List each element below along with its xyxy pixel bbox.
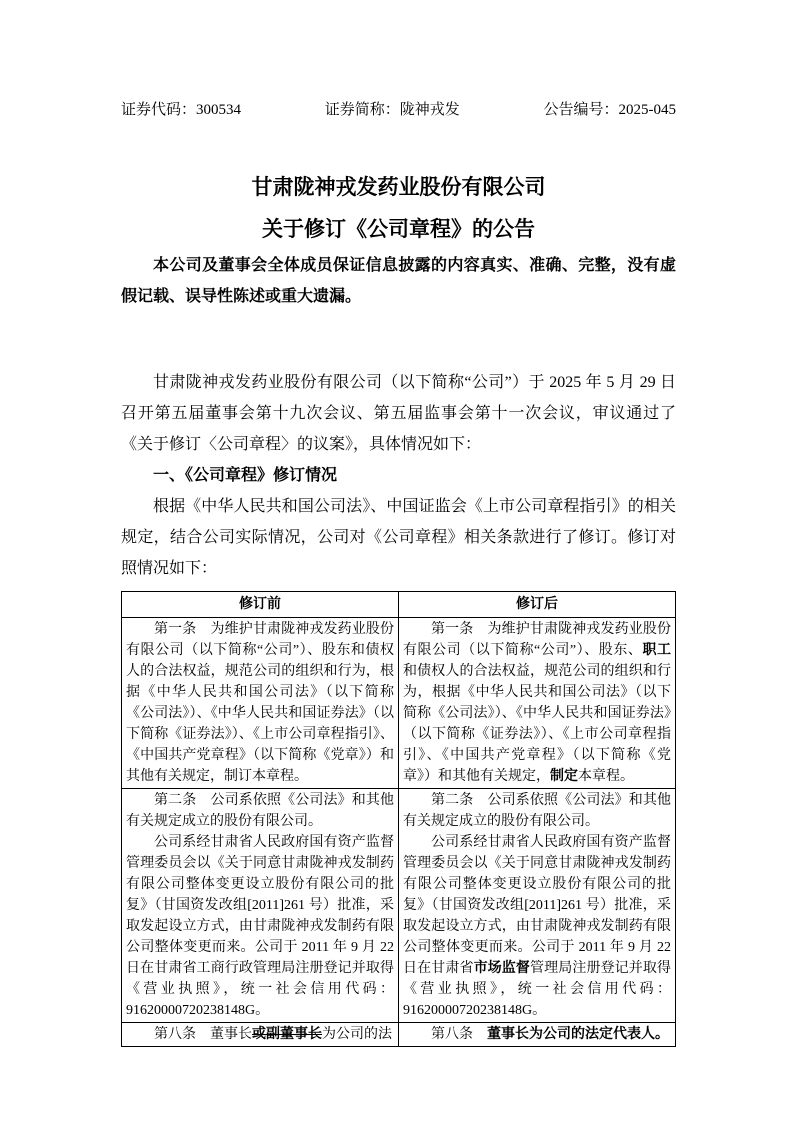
declaration-paragraph: 本公司及董事会全体成员保证信息披露的内容真实、准确、完整，没有虚假记载、误导性陈述或重大遗漏。 xyxy=(121,257,676,305)
text-run: 第二条 公司系依照《公司法》和其他有关规定成立的股份有限公司。 xyxy=(403,793,671,829)
table-cell xyxy=(399,789,676,1023)
table-cell xyxy=(399,1023,676,1047)
revision-table-body xyxy=(122,618,676,1047)
cell-paragraph xyxy=(126,832,394,1021)
text-run: 本章程。 xyxy=(578,769,634,784)
table-cell xyxy=(122,1023,399,1047)
text-run: 为公司的法 xyxy=(322,1027,392,1042)
cell-paragraph xyxy=(403,832,671,1021)
company-name-title: 甘肃陇神戎发药业股份有限公司 xyxy=(251,175,546,199)
title-block xyxy=(121,166,676,250)
announcement-title: 关于修订《公司章程》的公告 xyxy=(262,217,535,241)
cell-paragraph xyxy=(403,1024,671,1045)
table-row xyxy=(122,618,676,789)
table-row xyxy=(122,789,676,1023)
document-header xyxy=(121,100,676,120)
revised-text-run: 董事长为公司的法定代表人。 xyxy=(487,1027,669,1042)
revision-table-head xyxy=(122,592,676,618)
table-cell xyxy=(122,789,399,1023)
revised-text-run: 职工 xyxy=(642,643,671,658)
cell-paragraph xyxy=(403,790,671,832)
table-header-row xyxy=(122,592,676,618)
text-run: 公司系经甘肃省人民政府国有资产监督管理委员会以《关于同意甘肃陇神戎发制药有限公司整体变更设立股份有限公司的批复》（甘国资发改组[2011]261 号）批准，采取发起设立方式，由甘肃陇神戎发制药有限公司整体变更而来。公司于 2011 年 9 月 22 日在甘肃省 xyxy=(403,835,671,976)
section1-heading: 一、《公司章程》修订情况 xyxy=(153,467,338,484)
text-run: 和债权人的合法权益，规范公司的组织和行为，根据《中华人民共和国公司法》（以下简称《公司法》）、《中华人民共和国证券法》（以下简称《证券法》）、《上市公司章程指引》、《中国共产党章程》（以下简称《党章》）和其他有关规定， xyxy=(403,664,671,784)
text-run: 第一条 为维护甘肃陇神戎发药业股份有限公司（以下简称“公司”）、股东、 xyxy=(403,622,671,658)
stock-name-label: 证券简称：陇神戎发 xyxy=(324,102,460,118)
revised-text-run: 市场监督 xyxy=(473,961,531,976)
cell-paragraph xyxy=(126,1024,394,1045)
text-run: 第一条 为维护甘肃陇神戎发药业股份有限公司（以下简称“公司”）、股东和债权人的合法权益，规范公司的组织和行为，根据《中华人民共和国公司法》（以下简称《公司法》）、《中华人民共和国证券法》（以下简称《证券法》）、《上市公司章程指引》、《中国共产党章程》（以下简称《党章》）和其他有关规定，制订本章程。 xyxy=(126,622,394,784)
text-run: 管理局注册登记并取得《营业执照》，统一社会信用代码：91620000720238148G。 xyxy=(403,961,672,1018)
text-run: 第二条 公司系依照《公司法》和其他有关规定成立的股份有限公司。 xyxy=(126,793,394,829)
text-run: 第八条 xyxy=(431,1027,487,1042)
text-run: 公司系经甘肃省人民政府国有资产监督管理委员会以《关于同意甘肃陇神戎发制药有限公司整体变更设立股份有限公司的批复》（甘国资发改组[2011]261 号）批准，采取发起设立方式，由甘肃陇神戎发制药有限公司整体变更而来。公司于 2011 年 9 月 22 日在甘肃省工商行政管理局注册登记并取得《营业执照》，统一社会信用代码：91620000720238148G。 xyxy=(126,835,394,1018)
announcement-number-label: 公告编号：2025-045 xyxy=(543,102,676,118)
column-header-after: 修订后 xyxy=(399,592,676,618)
text-run: 第八条 董事长 xyxy=(154,1027,252,1042)
stock-code-label: 证券代码：300534 xyxy=(121,102,242,118)
intro-paragraph: 甘肃陇神戎发药业股份有限公司（以下简称“公司”）于 2025 年 5 月 29 日召开第五届董事会第十九次会议、第五届监事会第十一次会议，审议通过了《关于修订〈公司章程〉的议案》，具体情况如下： xyxy=(121,374,676,453)
document-body xyxy=(121,367,676,584)
table-row xyxy=(122,1023,676,1047)
cell-paragraph xyxy=(126,619,394,787)
section1-paragraph: 根据《中华人民共和国公司法》、中国证监会《上市公司章程指引》的相关规定，结合公司实际情况，公司对《公司章程》相关条款进行了修订。修订对照情况如下： xyxy=(121,498,676,577)
table-cell xyxy=(399,618,676,789)
revision-comparison-table xyxy=(121,591,676,1047)
cell-paragraph xyxy=(403,619,671,787)
table-cell xyxy=(122,618,399,789)
deleted-text-run: 或副董事长 xyxy=(252,1027,322,1042)
column-header-before: 修订前 xyxy=(122,592,399,618)
revised-text-run: 制定 xyxy=(550,769,578,784)
cell-paragraph xyxy=(126,790,394,832)
